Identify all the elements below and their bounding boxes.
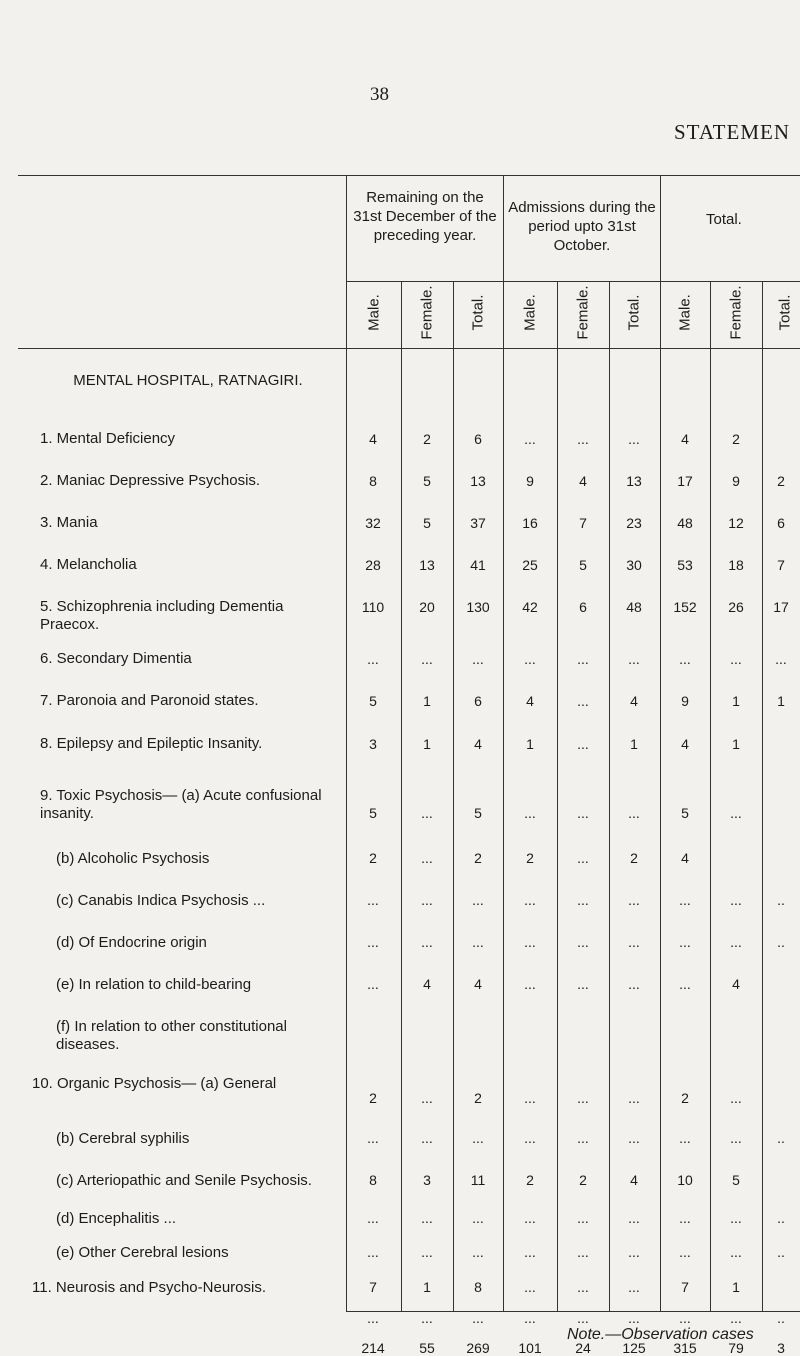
table-cell: 6: [777, 515, 785, 531]
table-cell: 7: [369, 1279, 377, 1295]
table-cell: 3: [777, 1340, 785, 1356]
row-label: 6. Secondary Dimentia: [40, 650, 192, 667]
table-cell: ...: [628, 1244, 640, 1260]
table-cell: 1: [423, 736, 431, 752]
table-cell: ...: [421, 1244, 433, 1260]
table-cell: 5: [423, 473, 431, 489]
table-cell: 28: [365, 557, 381, 573]
table-cell: ...: [524, 651, 536, 667]
sub-header-female: Female.: [418, 285, 436, 340]
table-cell: 55: [419, 1340, 435, 1356]
table-cell: 2: [474, 1090, 482, 1106]
table-cell: 4: [474, 736, 482, 752]
table-cell: 79: [728, 1340, 744, 1356]
table-cell: 1: [423, 1279, 431, 1295]
table-cell: 4: [423, 976, 431, 992]
table-cell: ...: [472, 651, 484, 667]
table-cell: ..: [777, 1130, 785, 1146]
table-cell: 18: [728, 557, 744, 573]
table-cell: 1: [526, 736, 534, 752]
table-cell: 214: [361, 1340, 385, 1356]
table-cell: 2: [777, 473, 785, 489]
table-cell: ...: [421, 892, 433, 908]
table-cell: 4: [630, 693, 638, 709]
table-cell: ...: [524, 934, 536, 950]
table-cell: ...: [730, 1310, 742, 1326]
row-label: (e) In relation to child-bearing: [56, 976, 252, 993]
row-label: 8. Epilepsy and Epileptic Insanity.: [40, 735, 263, 752]
table-cell: ...: [367, 1244, 379, 1260]
table-cell: ...: [524, 431, 536, 447]
table-cell: 4: [579, 473, 587, 489]
table-cell: ..: [777, 934, 785, 950]
table-cell: ...: [577, 1310, 589, 1326]
group-header-remaining: Remaining on the 31st December of the preceding year.: [353, 189, 497, 244]
row-label: (d) Of Endocrine origin: [56, 934, 207, 951]
table-cell: 269: [466, 1340, 490, 1356]
table-cell: ...: [628, 1090, 640, 1106]
table-cell: 26: [728, 599, 744, 615]
table-cell: 4: [681, 850, 689, 866]
table-cell: ...: [472, 1210, 484, 1226]
table-cell: ...: [524, 892, 536, 908]
table-cell: ...: [421, 1090, 433, 1106]
table-cell: 9: [732, 473, 740, 489]
table-cell: 5: [681, 805, 689, 821]
table-cell: ...: [577, 934, 589, 950]
table-cell: ...: [730, 1210, 742, 1226]
table-cell: ..: [777, 1210, 785, 1226]
table-cell: 23: [626, 515, 642, 531]
table-cell: 4: [681, 431, 689, 447]
table-cell: 48: [677, 515, 693, 531]
table-cell: ...: [577, 1210, 589, 1226]
table-cell: 4: [732, 976, 740, 992]
table-cell: 3: [423, 1172, 431, 1188]
table-cell: 4: [474, 976, 482, 992]
table-cell: ...: [577, 736, 589, 752]
table-cell: 1: [732, 693, 740, 709]
table-cell: 6: [474, 431, 482, 447]
table-cell: 2: [474, 850, 482, 866]
table-cell: ...: [367, 651, 379, 667]
table-cell: 8: [369, 473, 377, 489]
table-cell: 6: [474, 693, 482, 709]
table-cell: ...: [577, 1090, 589, 1106]
row-label: (c) Canabis Indica Psychosis ...: [56, 892, 266, 909]
table-cell: 101: [518, 1340, 542, 1356]
table-cell: 4: [630, 1172, 638, 1188]
table-cell: ...: [472, 892, 484, 908]
table-cell: 53: [677, 557, 693, 573]
table-cell: ...: [367, 892, 379, 908]
table-cell: 13: [470, 473, 486, 489]
sub-header-total: Total.: [469, 294, 487, 331]
row-label: (e) Other Cerebral lesions: [56, 1244, 229, 1261]
table-cell: ...: [679, 651, 691, 667]
table-cell: 2: [630, 850, 638, 866]
table-cell: 16: [522, 515, 538, 531]
table-cell: 7: [579, 515, 587, 531]
table-cell: ...: [730, 651, 742, 667]
table-cell: ...: [628, 1279, 640, 1295]
table-cell: ...: [421, 1210, 433, 1226]
table-cell: 2: [369, 1090, 377, 1106]
table-cell: 24: [575, 1340, 591, 1356]
sub-header-total: Total.: [776, 294, 794, 331]
table-cell: 1: [732, 1279, 740, 1295]
table-cell: 32: [365, 515, 381, 531]
table-cell: ...: [524, 1279, 536, 1295]
table-cell: 1: [630, 736, 638, 752]
table-cell: 9: [526, 473, 534, 489]
table-cell: ...: [679, 1210, 691, 1226]
table-cell: 5: [474, 805, 482, 821]
table-cell: ...: [577, 1244, 589, 1260]
table-cell: 25: [522, 557, 538, 573]
table-cell: 2: [681, 1090, 689, 1106]
table-cell: ...: [730, 934, 742, 950]
table-cell: 2: [579, 1172, 587, 1188]
table-cell: ...: [679, 934, 691, 950]
sub-header-total: Total.: [625, 294, 643, 331]
table-cell: ...: [679, 1130, 691, 1146]
table-cell: ..: [777, 1310, 785, 1326]
table-cell: 41: [470, 557, 486, 573]
row-label: 1. Mental Deficiency: [40, 430, 176, 447]
table-cell: 10: [677, 1172, 693, 1188]
table-cell: ...: [628, 431, 640, 447]
table-cell: ...: [367, 1310, 379, 1326]
row-label: 9. Toxic Psychosis— (a) Acute confusional insanity.: [40, 787, 322, 822]
table-cell: 5: [732, 1172, 740, 1188]
table-cell: ...: [730, 1130, 742, 1146]
table-cell: 5: [579, 557, 587, 573]
table-cell: ...: [577, 693, 589, 709]
table-cell: ...: [472, 1310, 484, 1326]
table-cell: ...: [628, 892, 640, 908]
row-label: (f) In relation to other constitutional diseases.: [56, 1018, 287, 1053]
table-cell: ...: [679, 1310, 691, 1326]
table-cell: 5: [423, 515, 431, 531]
table-cell: ...: [421, 1130, 433, 1146]
row-label: (d) Encephalitis ...: [56, 1210, 177, 1227]
table-cell: 11: [470, 1172, 486, 1188]
row-label: (b) Alcoholic Psychosis: [56, 850, 210, 867]
table-cell: 4: [526, 693, 534, 709]
table-cell: ...: [679, 1244, 691, 1260]
table-cell: 152: [673, 599, 697, 615]
row-label: 5. Schizophrenia including Dementia Praecox.: [40, 598, 284, 633]
table-cell: ...: [472, 1130, 484, 1146]
table-cell: 2: [526, 1172, 534, 1188]
table-cell: ...: [524, 1210, 536, 1226]
row-label: 3. Mania: [40, 514, 98, 531]
table-cell: 13: [626, 473, 642, 489]
table-cell: ...: [577, 976, 589, 992]
table-cell: 2: [369, 850, 377, 866]
table-cell: ...: [421, 934, 433, 950]
table-cell: 30: [626, 557, 642, 573]
table-cell: ...: [577, 1130, 589, 1146]
table-cell: 42: [522, 599, 538, 615]
row-label: 4. Melancholia: [40, 556, 137, 573]
row-label: 11. Neurosis and Psycho-Neurosis.: [32, 1279, 266, 1296]
table-cell: 9: [681, 693, 689, 709]
table-cell: ...: [577, 651, 589, 667]
table-cell: 5: [369, 693, 377, 709]
table-cell: ...: [524, 1244, 536, 1260]
table-cell: ...: [679, 976, 691, 992]
footnote: [567, 1326, 754, 1344]
table-cell: 5: [369, 805, 377, 821]
table-cell: ...: [367, 1210, 379, 1226]
table-cell: 125: [622, 1340, 646, 1356]
table-cell: 1: [732, 736, 740, 752]
table-cell: 1: [777, 693, 785, 709]
footnote-text: Note.—Observation cases: [567, 1326, 754, 1343]
table-cell: ...: [421, 805, 433, 821]
table-cell: ...: [421, 651, 433, 667]
table-cell: ...: [628, 651, 640, 667]
table-cell: ...: [421, 1310, 433, 1326]
table-cell: ...: [524, 805, 536, 821]
table-cell: ...: [628, 976, 640, 992]
table-cell: 6: [579, 599, 587, 615]
table-cell: ...: [524, 976, 536, 992]
hospital-heading: MENTAL HOSPITAL, RATNAGIRI.: [73, 372, 303, 389]
table-cell: 8: [474, 1279, 482, 1295]
table-cell: 17: [773, 599, 789, 615]
table-cell: ...: [730, 1090, 742, 1106]
row-label: 10. Organic Psychosis— (a) General: [32, 1075, 277, 1092]
table-cell: 12: [728, 515, 744, 531]
page-number: 38: [370, 84, 389, 105]
table-cell: ...: [577, 1279, 589, 1295]
sub-header-male: Male.: [676, 294, 694, 331]
row-label: (c) Arteriopathic and Senile Psychosis.: [56, 1172, 312, 1189]
table-cell: ...: [367, 976, 379, 992]
table-cell: ...: [524, 1130, 536, 1146]
table-cell: ...: [577, 805, 589, 821]
table-cell: 315: [673, 1340, 697, 1356]
table-cell: ...: [367, 1130, 379, 1146]
table-cell: ...: [472, 934, 484, 950]
table-cell: ..: [777, 1244, 785, 1260]
table-cell: 4: [681, 736, 689, 752]
table-cell: 1: [423, 693, 431, 709]
statement-title: STATEMEN: [674, 120, 790, 144]
table-cell: ...: [577, 431, 589, 447]
table-cell: ..: [777, 892, 785, 908]
table-cell: ...: [730, 892, 742, 908]
row-label: 7. Paronoia and Paronoid states.: [40, 692, 259, 709]
table-cell: ...: [367, 934, 379, 950]
table-cell: 2: [732, 431, 740, 447]
table-cell: ...: [472, 1244, 484, 1260]
table-cell: ...: [679, 892, 691, 908]
table-cell: 8: [369, 1172, 377, 1188]
table-cell: ...: [730, 1244, 742, 1260]
table-cell: 2: [526, 850, 534, 866]
table-cell: ...: [577, 892, 589, 908]
table-cell: ...: [524, 1090, 536, 1106]
table-cell: 48: [626, 599, 642, 615]
table-cell: 7: [777, 557, 785, 573]
table-cell: 4: [369, 431, 377, 447]
table-cell: ...: [577, 850, 589, 866]
table-cell: 2: [423, 431, 431, 447]
sub-header-male: Male.: [365, 294, 383, 331]
table-cell: ...: [421, 850, 433, 866]
group-header-admissions: Admissions during the period upto 31st October.: [508, 199, 656, 254]
table-cell: ...: [628, 1130, 640, 1146]
table-cell: ...: [628, 1210, 640, 1226]
table-cell: ...: [730, 805, 742, 821]
sub-header-female: Female.: [727, 285, 745, 340]
table-cell: 7: [681, 1279, 689, 1295]
row-label: (b) Cerebral syphilis: [56, 1130, 190, 1147]
group-header-total: Total.: [706, 211, 742, 228]
table-cell: 3: [369, 736, 377, 752]
table-cell: ...: [775, 651, 787, 667]
table-cell: ...: [628, 934, 640, 950]
table-cell: 17: [677, 473, 693, 489]
table-cell: ...: [628, 805, 640, 821]
sub-header-male: Male.: [521, 294, 539, 331]
row-label: 2. Maniac Depressive Psychosis.: [40, 472, 261, 489]
table-cell: 110: [361, 599, 385, 615]
table-cell: 20: [419, 599, 435, 615]
table-cell: 37: [470, 515, 486, 531]
table-cell: 130: [466, 599, 490, 615]
sub-header-female: Female.: [574, 285, 592, 340]
table-cell: 13: [419, 557, 435, 573]
table-cell: ...: [524, 1310, 536, 1326]
table-cell: ...: [628, 1310, 640, 1326]
